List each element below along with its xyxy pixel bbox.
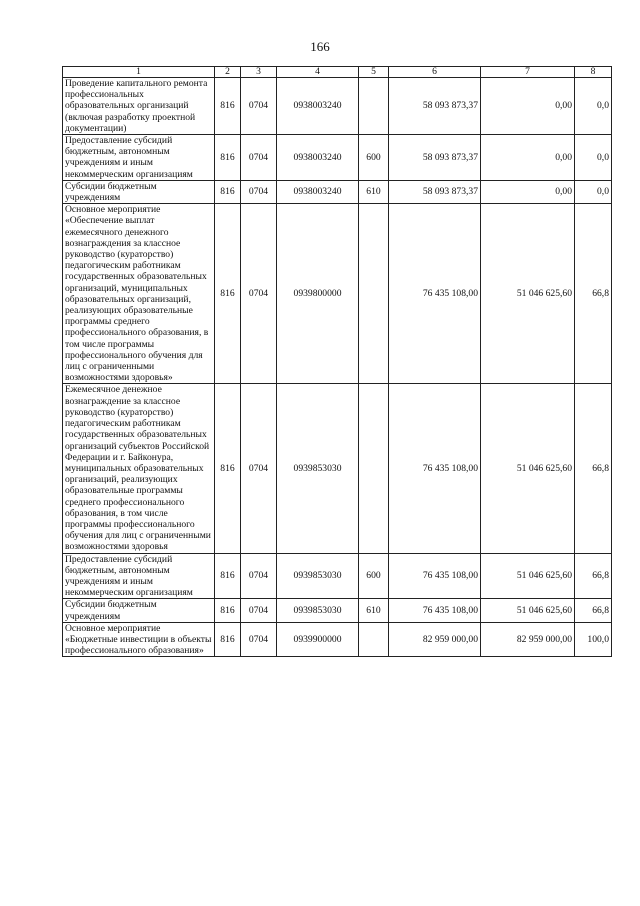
row-name: Основное мероприятие «Обеспечение выплат ежемесячного денежного вознаграждения за классное руководство (кураторство) педагогическим работникам государственных образовательных организаций, муниципальных образовательных организаций, реализующих образовательные программы среднего профессионального образования, в том числе программы профессионального обучения для лиц с ограниченными возможностями здоровья» [63, 204, 215, 384]
row-target-code: 0939853030 [277, 384, 359, 553]
row-percent: 0,0 [575, 135, 612, 181]
table-row [63, 78, 612, 135]
row-section-code: 0704 [241, 599, 277, 622]
table-row [63, 180, 612, 203]
row-expense-type: 600 [359, 553, 389, 599]
row-section-code: 0704 [241, 135, 277, 181]
header-cell: 1 [63, 67, 215, 78]
row-percent: 0,0 [575, 180, 612, 203]
row-executed-amount: 51 046 625,60 [481, 384, 575, 553]
row-name: Проведение капитального ремонта профессиональных образовательных организаций (включая разработку проектной документации) [63, 78, 215, 135]
row-expense-type [359, 204, 389, 384]
table-row [63, 599, 612, 622]
row-planned-amount: 58 093 873,37 [389, 135, 481, 181]
row-section-code: 0704 [241, 204, 277, 384]
row-expense-type [359, 384, 389, 553]
header-cell: 8 [575, 67, 612, 78]
row-executed-amount: 0,00 [481, 180, 575, 203]
row-name: Субсидии бюджетным учреждениям [63, 599, 215, 622]
header-cell: 7 [481, 67, 575, 78]
row-percent: 0,0 [575, 78, 612, 135]
row-ministry-code: 816 [215, 599, 241, 622]
row-percent: 66,8 [575, 599, 612, 622]
row-section-code: 0704 [241, 622, 277, 657]
table-row [63, 135, 612, 181]
row-name: Предоставление субсидий бюджетным, автономным учреждениям и иным некоммерческим организациям [63, 553, 215, 599]
row-planned-amount: 76 435 108,00 [389, 553, 481, 599]
row-section-code: 0704 [241, 384, 277, 553]
row-planned-amount: 76 435 108,00 [389, 599, 481, 622]
row-expense-type: 610 [359, 599, 389, 622]
header-cell: 5 [359, 67, 389, 78]
page-number: 166 [310, 39, 330, 54]
row-expense-type [359, 78, 389, 135]
row-percent: 66,8 [575, 553, 612, 599]
row-executed-amount: 51 046 625,60 [481, 599, 575, 622]
row-expense-type [359, 622, 389, 657]
row-section-code: 0704 [241, 78, 277, 135]
row-name: Субсидии бюджетным учреждениям [63, 180, 215, 203]
row-ministry-code: 816 [215, 135, 241, 181]
header-cell: 4 [277, 67, 359, 78]
row-planned-amount: 58 093 873,37 [389, 180, 481, 203]
table-header-row [63, 67, 612, 78]
row-expense-type: 610 [359, 180, 389, 203]
row-target-code: 0938003240 [277, 135, 359, 181]
row-percent: 66,8 [575, 204, 612, 384]
row-ministry-code: 816 [215, 204, 241, 384]
row-target-code: 0939900000 [277, 622, 359, 657]
row-name: Предоставление субсидий бюджетным, автономным учреждениям и иным некоммерческим организациям [63, 135, 215, 181]
row-ministry-code: 816 [215, 384, 241, 553]
row-ministry-code: 816 [215, 622, 241, 657]
row-percent: 66,8 [575, 384, 612, 553]
row-name: Ежемесячное денежное вознаграждение за классное руководство (кураторство) педагогическим работникам государственных образовательных организаций субъектов Российской Федерации и г. Байконура, муниципальных образовательных организаций, реализующих образовательные программы среднего профессионального образования, в том числе программы профессионального обучения для лиц с ограниченными возможностями здоровья [63, 384, 215, 553]
row-name: Основное мероприятие «Бюджетные инвестиции в объекты профессионального образования» [63, 622, 215, 657]
row-executed-amount: 51 046 625,60 [481, 204, 575, 384]
row-planned-amount: 76 435 108,00 [389, 384, 481, 553]
header-cell: 6 [389, 67, 481, 78]
table-row [63, 622, 612, 657]
table-row [63, 384, 612, 553]
row-expense-type: 600 [359, 135, 389, 181]
row-ministry-code: 816 [215, 180, 241, 203]
row-planned-amount: 58 093 873,37 [389, 78, 481, 135]
row-percent: 100,0 [575, 622, 612, 657]
row-section-code: 0704 [241, 553, 277, 599]
row-executed-amount: 0,00 [481, 135, 575, 181]
row-target-code: 0939800000 [277, 204, 359, 384]
budget-table [62, 66, 612, 657]
row-ministry-code: 816 [215, 553, 241, 599]
table-row [63, 204, 612, 384]
row-executed-amount: 0,00 [481, 78, 575, 135]
row-planned-amount: 82 959 000,00 [389, 622, 481, 657]
row-target-code: 0939853030 [277, 553, 359, 599]
table-row [63, 553, 612, 599]
row-executed-amount: 51 046 625,60 [481, 553, 575, 599]
row-target-code: 0938003240 [277, 180, 359, 203]
row-section-code: 0704 [241, 180, 277, 203]
row-ministry-code: 816 [215, 78, 241, 135]
row-target-code: 0938003240 [277, 78, 359, 135]
row-target-code: 0939853030 [277, 599, 359, 622]
header-cell: 2 [215, 67, 241, 78]
row-planned-amount: 76 435 108,00 [389, 204, 481, 384]
header-cell: 3 [241, 67, 277, 78]
row-executed-amount: 82 959 000,00 [481, 622, 575, 657]
